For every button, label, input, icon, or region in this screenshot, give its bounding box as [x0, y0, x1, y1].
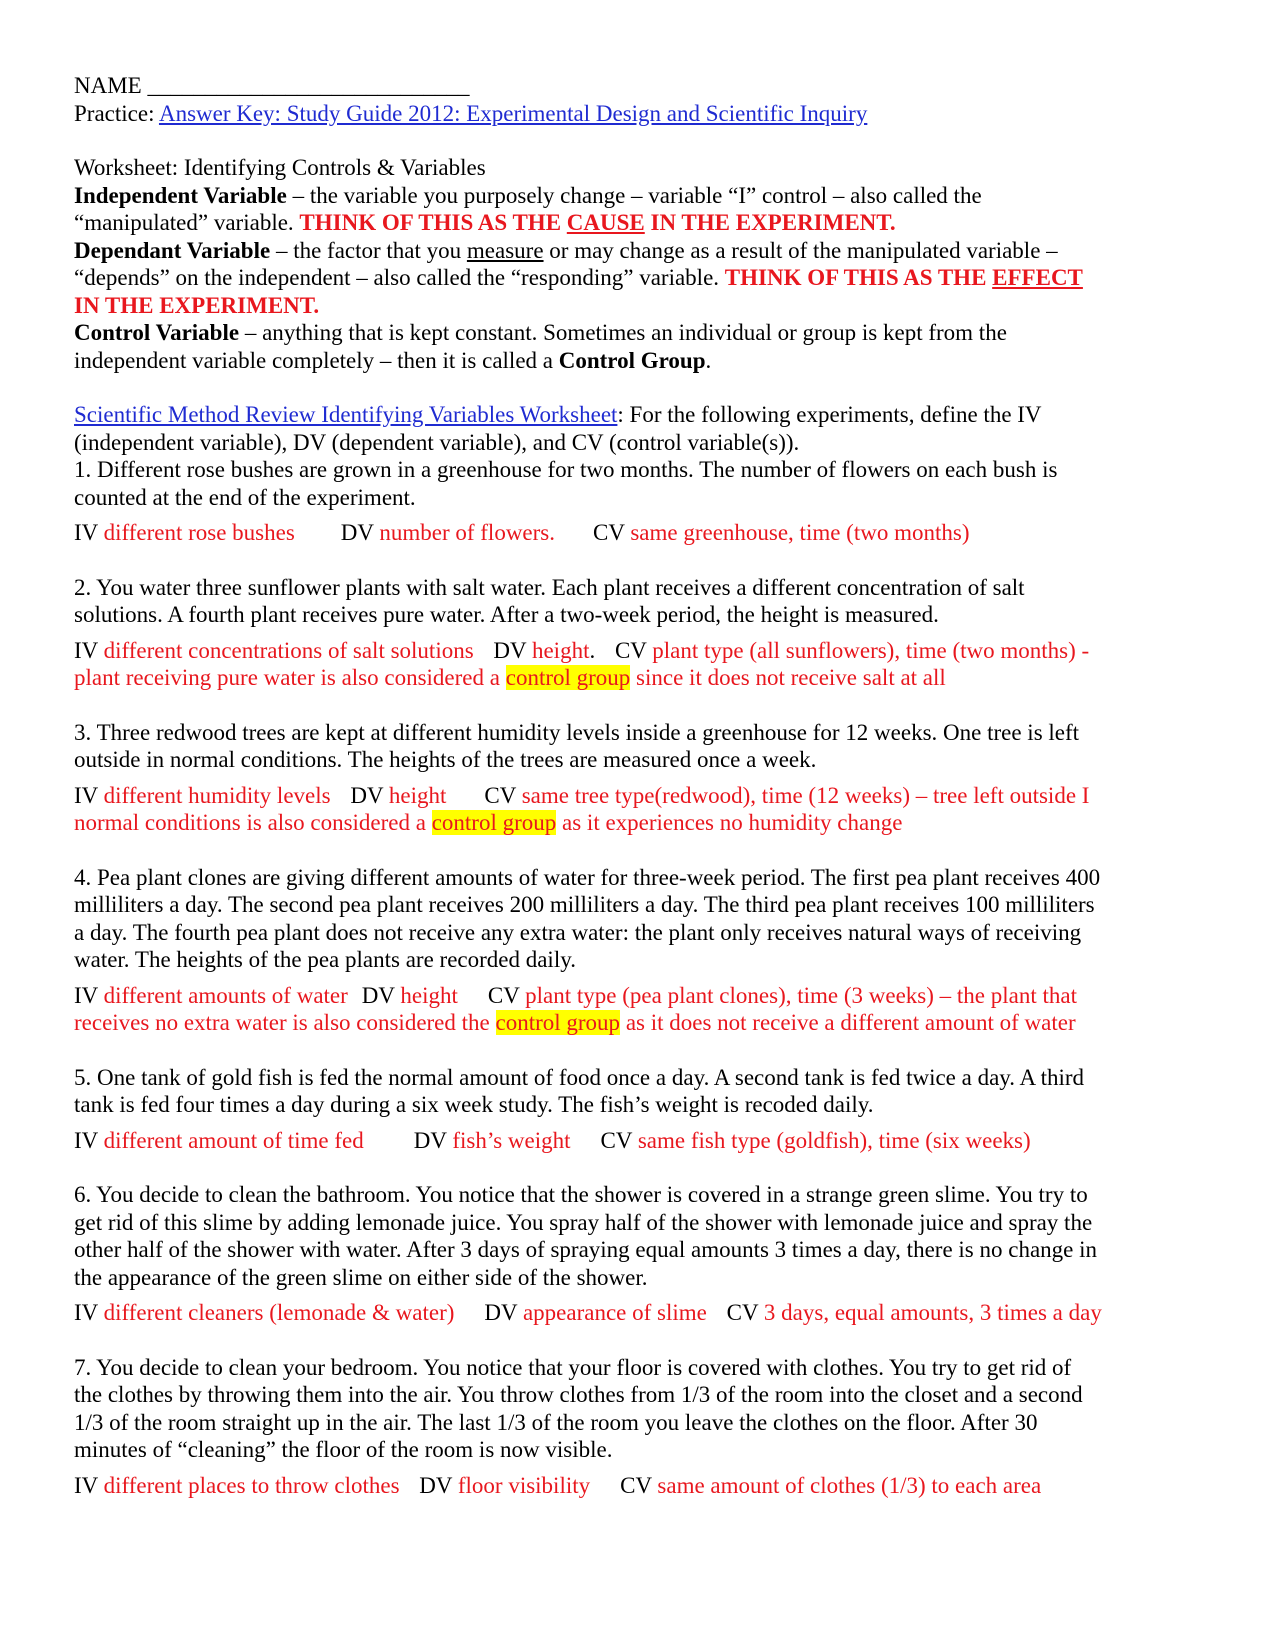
dv-term: Dependant Variable	[74, 237, 271, 263]
question-3: 3. Three redwood trees are kept at different humidity levels inside a greenhouse for 12 weeks. One tree is left outside in normal conditions. The heights of the trees are measured once a week. IV different humidity levels DV height CV same tree type(redwood), time (12 weeks) – tree left outside I normal conditions is also considered a control group as it experiences no humidity change	[74, 719, 1204, 837]
name-blank[interactable]: ____________________________	[147, 73, 470, 98]
cv-definition: Control Variable – anything that is kept constant. Sometimes an individual or group is kept from the	[74, 320, 1007, 345]
cv-term: Control Variable	[74, 320, 240, 345]
dv-definition: Dependant Variable – the factor that you measure or may change as a result of the manipulated variable –	[74, 237, 1058, 263]
practice-answer-key-link[interactable]: Answer Key: Study Guide 2012: Experimental Design and Scientific Inquiry	[158, 100, 868, 126]
question-1: 1. Different rose bushes are grown in a greenhouse for two months. The number of flowers on each bush is counted at the end of the experiment. IV different rose bushes DV number of flowers. CV same greenhouse, time (two months)	[74, 456, 1204, 547]
control-group-term: Control Group	[558, 347, 706, 373]
answer-5: IV different amount of time fed DV fish’s weight CV same fish type (goldfish), time (six weeks)	[74, 1127, 1031, 1153]
question-7: 7. You decide to clean your bedroom. You notice that your floor is covered with clothes. You try to get rid of the clothes by throwing them into the air. You throw clothes from 1/3 of the room into the closet and a second 1/3 of the room straight up in the air. The last 1/3 of the room you leave the clothes on the floor. After 30 minutes of “cleaning” the floor of the room is now visible. IV different places to throw clothes DV floor visibility CV same amount of clothes (1/3) to each area	[74, 1354, 1204, 1500]
answer-7: IV different places to throw clothes DV floor visibility CV same amount of clothes (1/3) to each area	[74, 1472, 1042, 1498]
dv-effect-word: EFFECT	[992, 265, 1083, 290]
review-line: Scientific Method Review Identifying Variables Worksheet: For the following experiments, define the IV	[74, 402, 1042, 427]
dv-definition-tail: IN THE EXPERIMENT.	[74, 292, 320, 318]
question-2: 2. You water three sunflower plants with salt water. Each plant receives a different concentration of salt solutions. A fourth plant receives pure water. After a two-week period, the height is measured. IV different concentrations of salt solutions DV height. CV plant type (all sunflowers), time (two months) - plant receiving pure water is also considered a control group since it does not receive salt at all	[74, 574, 1204, 692]
question-5: 5. One tank of gold fish is fed the normal amount of food once a day. A second tank is fed twice a day. A third tank is fed four times a day during a six week study. The fish’s weight is recoded daily. IV different amount of time fed DV fish’s weight CV same fish type (goldfish), time (six weeks)	[74, 1064, 1204, 1155]
control-group-highlight: control group	[505, 665, 631, 690]
practice-label: Practice:	[74, 100, 155, 126]
question-6: 6. You decide to clean the bathroom. You notice that the shower is covered in a strange green slime. You try to get rid of this slime by adding lemonade juice. You spray half of the shower with lemonade juice and spray the other half of the shower with water. After 3 days of spraying equal amounts 3 times a day, there is no change in the appearance of the green slime on either side of the shower. IV different cleaners (lemonade & water) DV appearance of slime CV 3 days, equal amounts, 3 times a day	[74, 1181, 1204, 1327]
dv-definition-cont: “depends” on the independent – also called the “responding” variable. THINK OF THIS AS THE EFFECT	[74, 265, 1083, 290]
review-worksheet-link[interactable]: Scientific Method Review Identifying Variables Worksheet	[74, 402, 618, 427]
iv-definition: Independent Variable – the variable you purposely change – variable “I” control – also called the	[74, 182, 982, 208]
iv-cause-word: CAUSE	[566, 210, 645, 235]
name-line	[74, 72, 1204, 100]
worksheet-title: Worksheet: Identifying Controls & Variables	[74, 155, 486, 180]
answer-6: IV different cleaners (lemonade & water) DV appearance of slime CV 3 days, equal amounts, 3 times a day	[74, 1300, 1102, 1325]
answer-1: IV different rose bushes DV number of flowers. CV same greenhouse, time (two months)	[74, 520, 970, 545]
answer-3: IV different humidity levels DV height CV same tree type(redwood), time (12 weeks) – tree left outside I normal conditions is also considered a control group as it experiences no humidity change	[74, 782, 1090, 835]
control-group-highlight: control group	[431, 810, 557, 835]
cv-definition-cont: independent variable completely – then it is called a Control Group.	[74, 347, 712, 373]
name-label: NAME	[74, 73, 142, 98]
answer-2: IV different concentrations of salt solutions DV height. CV plant type (all sunflowers), time (two months) - plant receiving pure water is also considered a control group since it does not receive salt at all	[74, 637, 1090, 690]
practice-line	[74, 100, 1204, 128]
iv-term: Independent Variable	[74, 182, 287, 208]
worksheet-page	[74, 72, 1204, 1499]
answer-4: IV different amounts of water DV height CV plant type (pea plant clones), time (3 weeks) – the plant that receives no extra water is also considered the control group as it does not receive a different amount of water	[74, 982, 1077, 1035]
iv-definition-cont: “manipulated” variable. THINK OF THIS AS THE CAUSE IN THE EXPERIMENT.	[74, 210, 896, 235]
control-group-highlight: control group	[495, 1010, 621, 1035]
review-line-2: (independent variable), DV (dependent variable), and CV (control variable(s)).	[74, 429, 800, 455]
question-4: 4. Pea plant clones are giving different amounts of water for three-week period. The first pea plant receives 400 milliliters a day. The second pea plant receives 200 milliliters a day. The third pea plant receives 100 milliliters a day. The fourth pea plant does not receive any extra water: the plant only receives natural ways of receiving water. The heights of the pea plants are recorded daily. IV different amounts of water DV height CV plant type (pea plant clones), time (3 weeks) – the plant that receives no extra water is also considered the control group as it does not receive a different amount of water	[74, 864, 1204, 1037]
